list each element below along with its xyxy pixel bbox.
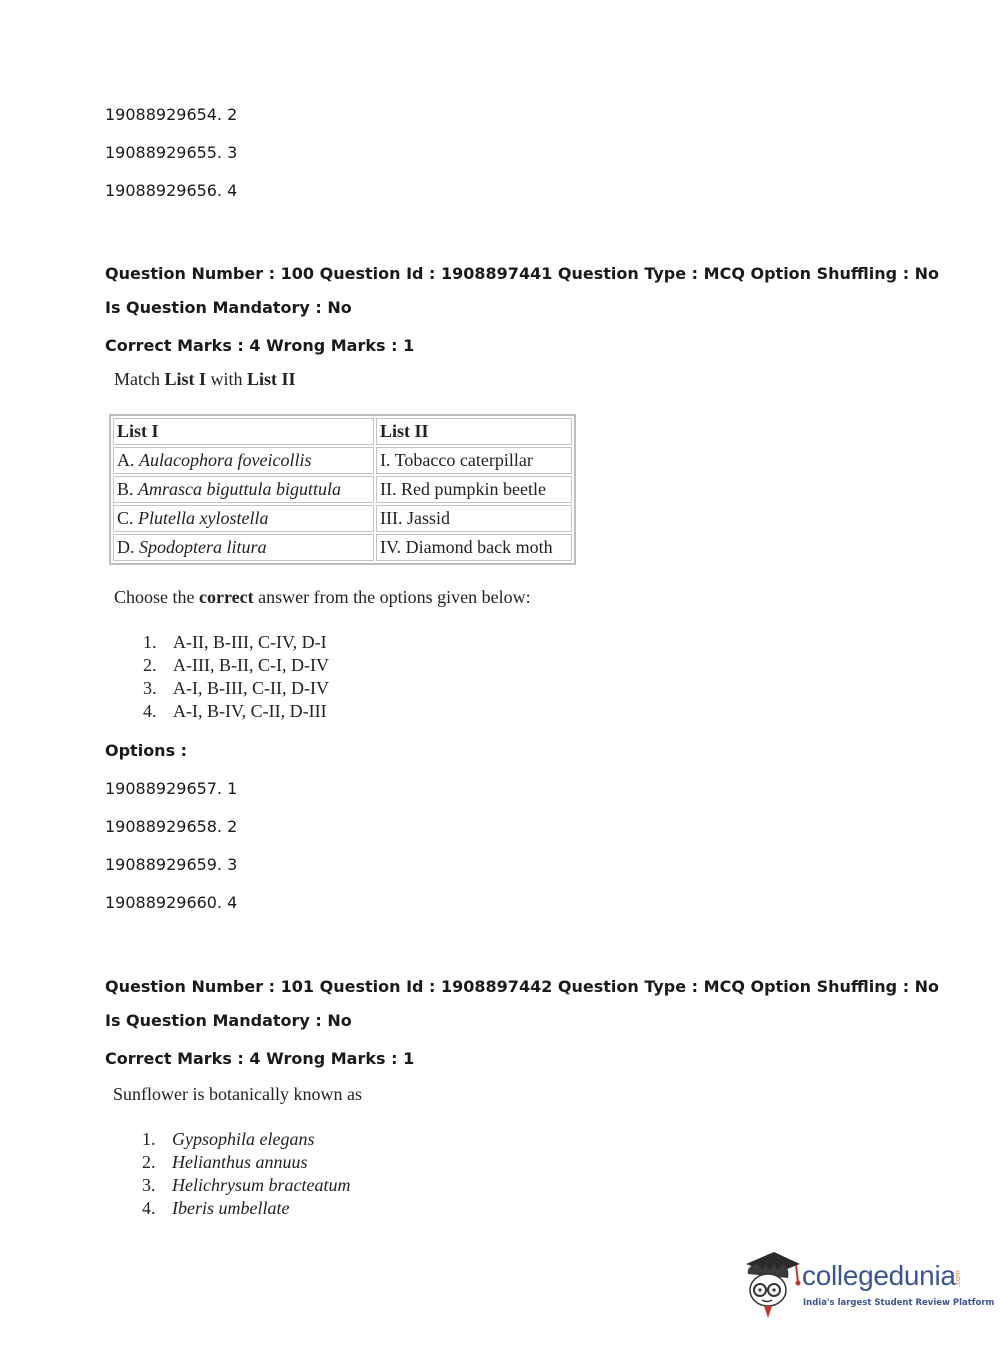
mandatory-line: Is Question Mandatory : No [105, 1011, 352, 1030]
list-item: 4. Iberis umbellate [142, 1198, 290, 1218]
logo-tagline: India's largest Student Review Platform [803, 1298, 995, 1308]
table-row [113, 534, 572, 561]
table-row [113, 447, 572, 474]
marks-line: Correct Marks : 4 Wrong Marks : 1 [105, 1049, 415, 1068]
table-header-cell: List I [113, 418, 374, 445]
instruction-emphasis: correct [199, 587, 254, 607]
option-id-line: 19088929658. 2 [105, 817, 238, 836]
table-cell: A. Aulacophora foveicollis [113, 447, 374, 474]
list-item: 3. Helichrysum bracteatum [142, 1175, 351, 1195]
list-item: 1. A-II, B-III, C-IV, D-I [143, 632, 327, 652]
option-id-line: 19088929654. 2 [105, 105, 238, 124]
logo-wordmark: collegedunia [802, 1260, 956, 1291]
list-item: 1. Gypsophila elegans [142, 1129, 315, 1149]
option-id-line: 19088929655. 3 [105, 143, 238, 162]
logo-com: .com [954, 1270, 962, 1288]
collegedunia-logo [740, 1248, 995, 1320]
table-cell: B. Amrasca biguttula biguttula [113, 476, 374, 503]
options-label: Options : [105, 741, 188, 760]
option-id-line: 19088929656. 4 [105, 181, 238, 200]
instruction-text: answer from the options given below: [253, 587, 531, 607]
prompt-text: Match [114, 369, 165, 389]
table-cell: I. Tobacco caterpillar [376, 447, 572, 474]
match-table [109, 414, 576, 565]
question-prompt: Sunflower is botanically known as [113, 1084, 362, 1104]
answer-choices [143, 631, 329, 723]
mandatory-line: Is Question Mandatory : No [105, 298, 352, 317]
question-prompt [114, 368, 296, 390]
mascot-icon [740, 1248, 802, 1320]
marks-line: Correct Marks : 4 Wrong Marks : 1 [105, 336, 415, 355]
list-item: 4. A-I, B-IV, C-II, D-III [143, 701, 327, 721]
option-id-line: 19088929660. 4 [105, 893, 238, 912]
table-header-row [113, 418, 572, 445]
instruction-text: Choose the [114, 587, 199, 607]
prompt-text: with [206, 369, 248, 389]
list-item: 3. A-I, B-III, C-II, D-IV [143, 678, 329, 698]
list-item: 2. A-III, B-II, C-I, D-IV [143, 655, 329, 675]
option-id-line: 19088929657. 1 [105, 779, 238, 798]
table-header-cell: List II [376, 418, 572, 445]
option-id-line: 19088929659. 3 [105, 855, 238, 874]
table-cell: IV. Diamond back moth [376, 534, 572, 561]
table-row [113, 476, 572, 503]
choose-instruction [114, 586, 531, 608]
table-cell: III. Jassid [376, 505, 572, 532]
table-cell: C. Plutella xylostella [113, 505, 374, 532]
table-cell: II. Red pumpkin beetle [376, 476, 572, 503]
table-cell: D. Spodoptera litura [113, 534, 374, 561]
prompt-list-ii: List II [247, 369, 296, 389]
question-header: Question Number : 101 Question Id : 1908897442 Question Type : MCQ Option Shuffling : No [105, 977, 940, 996]
list-item: 2. Helianthus annuus [142, 1152, 308, 1172]
prompt-list-i: List I [164, 369, 206, 389]
answer-choices [142, 1128, 350, 1220]
table-row [113, 505, 572, 532]
question-header: Question Number : 100 Question Id : 1908897441 Question Type : MCQ Option Shuffling : No [105, 264, 940, 283]
